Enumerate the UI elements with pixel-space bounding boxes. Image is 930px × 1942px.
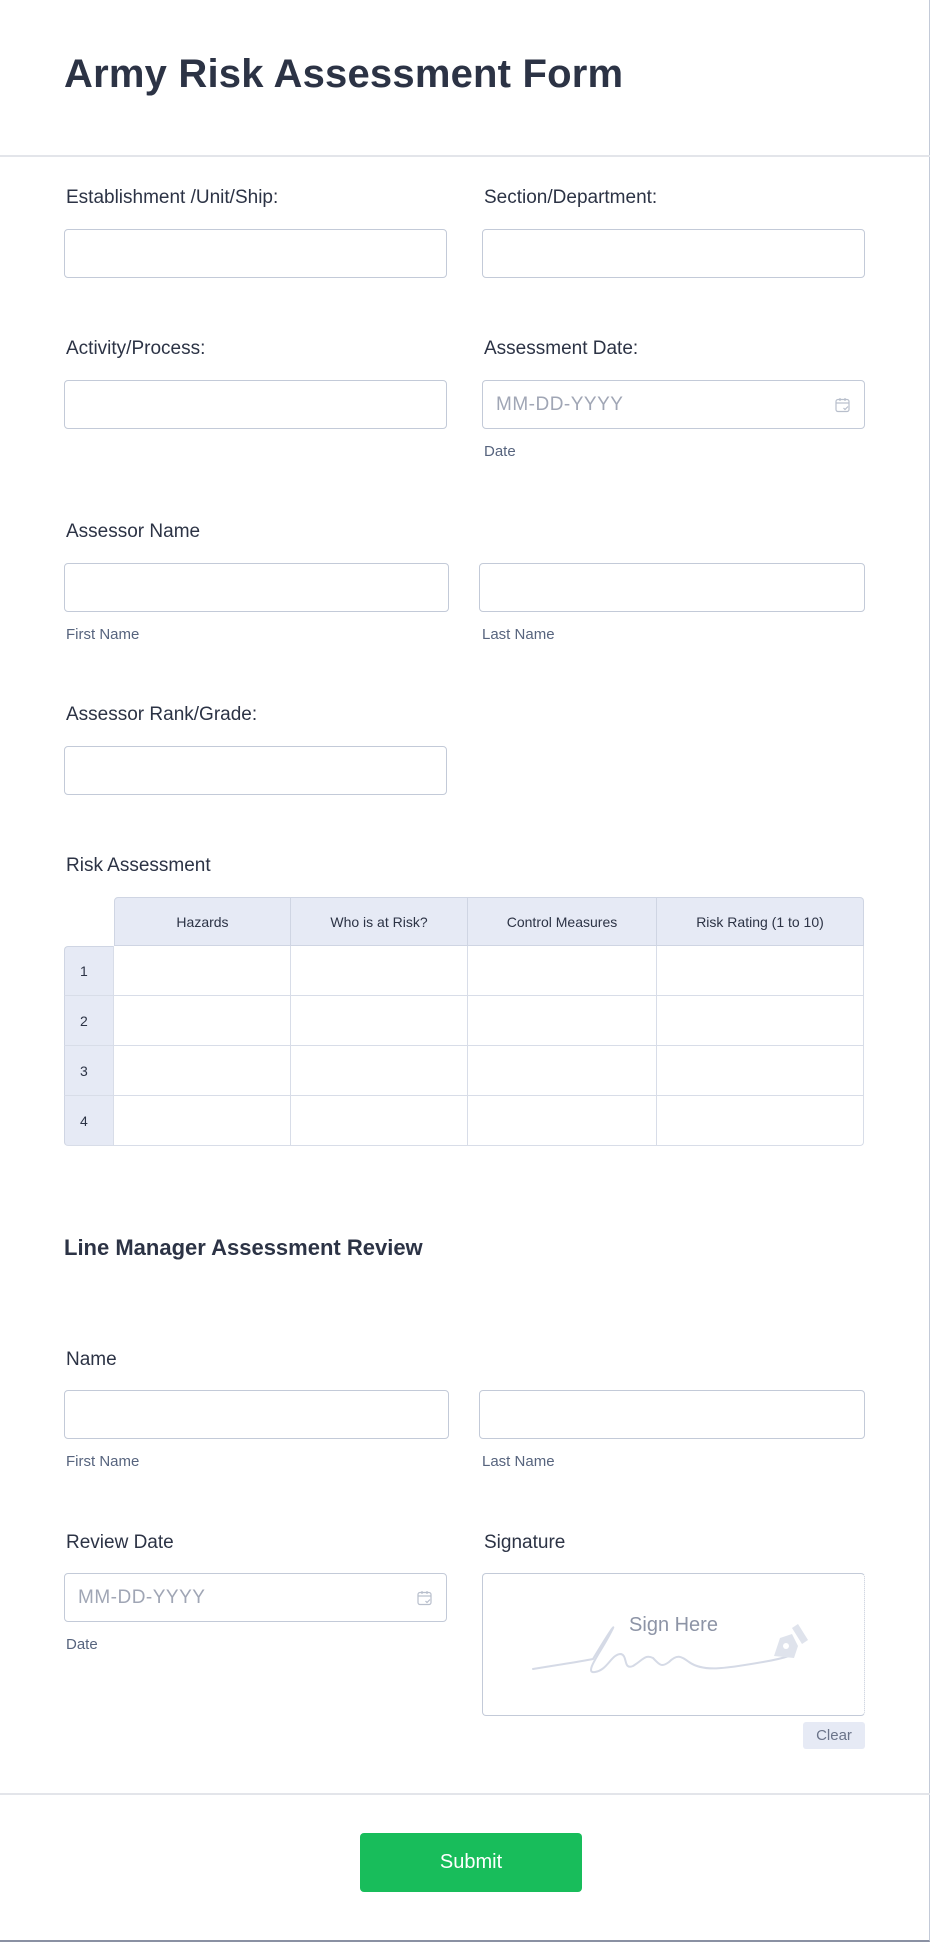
review-section-heading: Line Manager Assessment Review: [64, 1235, 423, 1260]
assessor-last-name-input[interactable]: [479, 563, 865, 612]
signature-pad[interactable]: [482, 1573, 865, 1716]
establishment-label: Establishment /Unit/Ship:: [66, 187, 279, 208]
establishment-input[interactable]: [64, 229, 447, 278]
control-measures-cell[interactable]: [468, 996, 657, 1046]
clear-signature-button[interactable]: Clear: [803, 1722, 865, 1749]
row-number: 2: [64, 996, 114, 1046]
column-header-who-at-risk: Who is at Risk?: [291, 897, 468, 946]
table-row: [64, 946, 864, 996]
column-header-control-measures: Control Measures: [468, 897, 657, 946]
row-number: 3: [64, 1046, 114, 1096]
assessor-first-name-input[interactable]: [64, 563, 449, 612]
hazards-cell[interactable]: [114, 1046, 291, 1096]
hazards-cell[interactable]: [114, 1096, 291, 1146]
assessor-rank-label: Assessor Rank/Grade:: [66, 704, 258, 725]
assessor-name-label: Assessor Name: [66, 521, 201, 542]
who-at-risk-cell[interactable]: [291, 1096, 468, 1146]
activity-label: Activity/Process:: [66, 338, 206, 359]
review-date-sublabel: Date: [66, 1636, 98, 1653]
risk-assessment-label: Risk Assessment: [66, 855, 211, 876]
hazards-cell[interactable]: [114, 946, 291, 996]
control-measures-cell[interactable]: [468, 1096, 657, 1146]
who-at-risk-cell[interactable]: [291, 996, 468, 1046]
control-measures-cell[interactable]: [468, 1046, 657, 1096]
header-divider: [0, 155, 930, 157]
reviewer-first-name-input[interactable]: [64, 1390, 449, 1439]
review-date-placeholder: MM-DD-YYYY: [78, 1586, 206, 1608]
section-input[interactable]: [482, 229, 865, 278]
signature-label: Signature: [484, 1532, 566, 1553]
column-header-hazards: Hazards: [114, 897, 291, 946]
risk-assessment-table: [64, 897, 864, 1146]
risk-rating-cell[interactable]: [657, 996, 864, 1046]
risk-rating-cell[interactable]: [657, 1046, 864, 1096]
reviewer-last-name-sublabel: Last Name: [482, 1453, 555, 1470]
assessor-rank-input[interactable]: [64, 746, 447, 795]
review-date-label: Review Date: [66, 1532, 174, 1553]
table-row: [64, 1096, 864, 1146]
hazards-cell[interactable]: [114, 996, 291, 1046]
table-row: [64, 1046, 864, 1096]
risk-rating-cell[interactable]: [657, 946, 864, 996]
row-number: 1: [64, 946, 114, 996]
reviewer-name-label: Name: [66, 1349, 117, 1370]
footer-divider: [0, 1793, 930, 1795]
control-measures-cell[interactable]: [468, 946, 657, 996]
submit-button[interactable]: Submit: [360, 1833, 582, 1892]
calendar-icon[interactable]: [834, 396, 852, 414]
assessment-date-placeholder: MM-DD-YYYY: [496, 393, 624, 415]
assessment-date-label: Assessment Date:: [484, 338, 639, 359]
risk-rating-cell[interactable]: [657, 1096, 864, 1146]
form-title: Army Risk Assessment Form: [64, 52, 624, 96]
table-row: [64, 996, 864, 1046]
column-header-risk-rating: Risk Rating (1 to 10): [657, 897, 864, 946]
who-at-risk-cell[interactable]: [291, 946, 468, 996]
assessor-last-name-sublabel: Last Name: [482, 626, 555, 643]
sign-here-text: Sign Here: [629, 1614, 718, 1636]
assessment-date-input[interactable]: [482, 380, 865, 429]
assessment-date-sublabel: Date: [484, 443, 516, 460]
who-at-risk-cell[interactable]: [291, 1046, 468, 1096]
activity-input[interactable]: [64, 380, 447, 429]
reviewer-first-name-sublabel: First Name: [66, 1453, 140, 1470]
table-corner: [64, 897, 114, 946]
section-label: Section/Department:: [484, 187, 658, 208]
calendar-icon[interactable]: [416, 1589, 434, 1607]
assessor-first-name-sublabel: First Name: [66, 626, 140, 643]
row-number: 4: [64, 1096, 114, 1146]
review-date-input[interactable]: [64, 1573, 447, 1622]
reviewer-last-name-input[interactable]: [479, 1390, 865, 1439]
